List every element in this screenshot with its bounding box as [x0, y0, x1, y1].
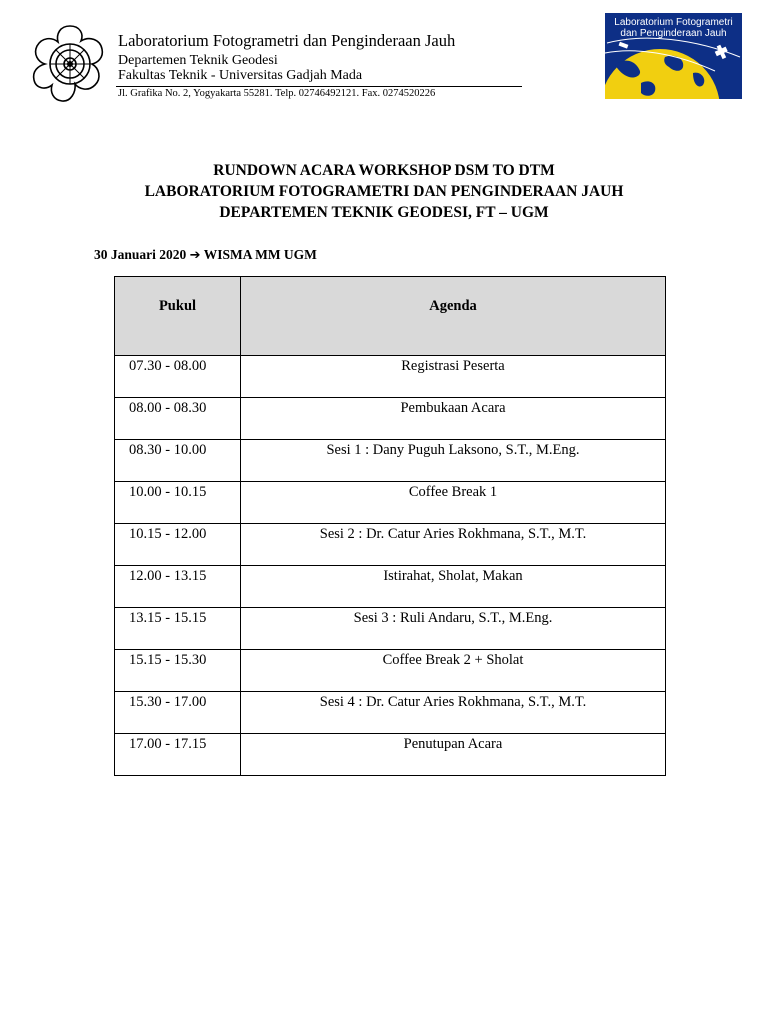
- title-line-2: LABORATORIUM FOTOGRAMETRI DAN PENGINDERAAN JAUH: [144, 183, 624, 200]
- table-header-row: [115, 277, 666, 356]
- header-agenda: [241, 277, 666, 356]
- row-time: 15.30 - 17.00: [115, 692, 241, 734]
- lab-logo-line1: Laboratorium Fotogrametri: [614, 17, 733, 28]
- row-time: 07.30 - 08.00: [115, 356, 241, 398]
- document-title: [0, 160, 768, 223]
- row-time: 12.00 - 13.15: [115, 566, 241, 608]
- table-row: [115, 440, 666, 482]
- header-time-label: Pukul: [158, 298, 197, 314]
- letterhead-address: Jl. Grafika No. 2, Yogyakarta 55281. Telp. 02746492121. Fax. 0274520226: [118, 88, 436, 99]
- table-row: [115, 692, 666, 734]
- title-line-3: DEPARTEMEN TEKNIK GEODESI, FT – UGM: [219, 204, 549, 221]
- letterhead-institution: Laboratorium Fotogrametri dan Penginderaan Jauh: [118, 31, 456, 50]
- row-time: 10.00 - 10.15: [115, 482, 241, 524]
- row-agenda: Coffee Break 2 + Sholat: [241, 650, 666, 692]
- table-row: [115, 398, 666, 440]
- row-time: 08.00 - 08.30: [115, 398, 241, 440]
- lab-logo-line2: dan Penginderaan Jauh: [620, 28, 727, 39]
- header-agenda-label: Agenda: [429, 298, 477, 314]
- table-row: [115, 650, 666, 692]
- header-time: [115, 277, 241, 356]
- event-venue: WISMA MM UGM: [203, 247, 317, 262]
- row-time: 17.00 - 17.15: [115, 734, 241, 776]
- lab-logo: [605, 13, 742, 99]
- table-row: [115, 524, 666, 566]
- letterhead-faculty: Fakultas Teknik - Universitas Gadjah Mada: [118, 68, 363, 83]
- row-agenda: Penutupan Acara: [241, 734, 666, 776]
- row-time: 15.15 - 15.30: [115, 650, 241, 692]
- event-date-venue: [94, 247, 317, 263]
- rundown-table: [114, 276, 666, 776]
- row-time: 10.15 - 12.00: [115, 524, 241, 566]
- table-row: [115, 734, 666, 776]
- row-agenda: Sesi 2 : Dr. Catur Aries Rokhmana, S.T., M.T.: [241, 524, 666, 566]
- row-time: 08.30 - 10.00: [115, 440, 241, 482]
- row-agenda: Sesi 4 : Dr. Catur Aries Rokhmana, S.T., M.T.: [241, 692, 666, 734]
- ugm-seal-logo: [26, 22, 114, 106]
- title-line-1: RUNDOWN ACARA WORKSHOP DSM TO DTM: [213, 162, 555, 179]
- right-arrow-icon: ➔: [189, 248, 201, 263]
- row-agenda: Pembukaan Acara: [241, 398, 666, 440]
- row-agenda: Registrasi Peserta: [241, 356, 666, 398]
- letterhead-divider: [116, 86, 522, 87]
- event-date: 30 Januari 2020: [94, 247, 187, 262]
- table-row: [115, 356, 666, 398]
- row-agenda: Istirahat, Sholat, Makan: [241, 566, 666, 608]
- table-row: [115, 608, 666, 650]
- table-row: [115, 482, 666, 524]
- table-row: [115, 566, 666, 608]
- row-time: 13.15 - 15.15: [115, 608, 241, 650]
- row-agenda: Coffee Break 1: [241, 482, 666, 524]
- row-agenda: Sesi 3 : Ruli Andaru, S.T., M.Eng.: [241, 608, 666, 650]
- letterhead-department: Departemen Teknik Geodesi: [118, 53, 278, 68]
- row-agenda: Sesi 1 : Dany Puguh Laksono, S.T., M.Eng.: [241, 440, 666, 482]
